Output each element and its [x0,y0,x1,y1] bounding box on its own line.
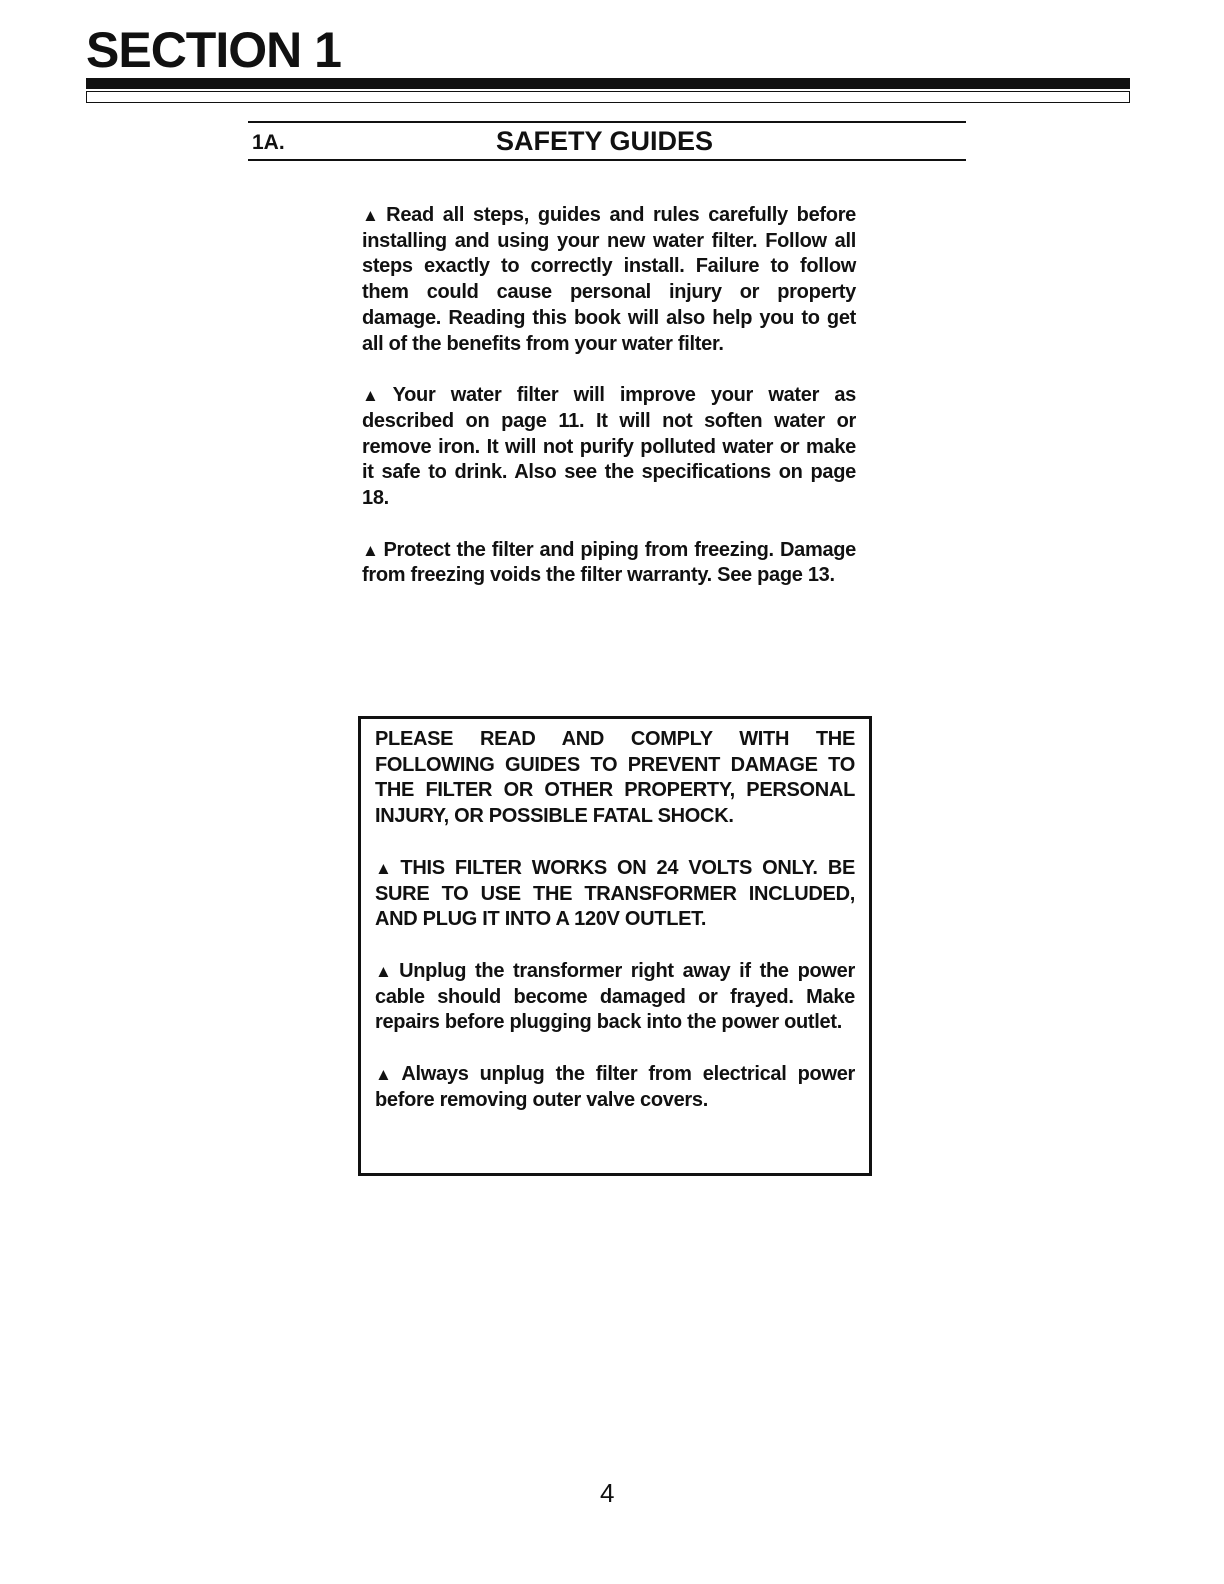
header-rule-thick [86,78,1130,89]
subsection-number: 1A. [252,131,285,154]
warning-item [375,1062,855,1113]
warning-item [375,856,855,933]
warning-triangle-icon: ▲ [362,206,383,225]
warning-text: Unplug the transformer right away if the power cable should become damaged or frayed. Make repairs before plugging back into the power outlet. [375,959,855,1034]
warning-triangle-icon: ▲ [362,386,389,406]
subsection-header [248,121,966,161]
guide-text: Read all steps, guides and rules carefully before installing and using your new water filter. Follow all steps exactly to correctly install. Failure to follow them could cause personal injury or property damage. Reading this book will also help you to get all of the benefits from your water filter. [362,204,856,355]
guide-item [362,383,856,512]
warning-text: Always unplug the filter from electrical power before removing outer valve covers. [375,1063,856,1111]
warning-item [375,959,855,1036]
warning-triangle-icon: ▲ [375,858,397,878]
warning-triangle-icon: ▲ [362,540,380,560]
warning-intro: PLEASE READ AND COMPLY WITH THE FOLLOWING GUIDES TO PREVENT DAMAGE TO THE FILTER OR OTHER PROPERTY, PERSONAL INJURY, OR POSSIBLE FATAL SHOCK. [375,728,855,828]
safety-guides [362,203,856,615]
header-rule-box [86,91,1130,103]
subsection-title: SAFETY GUIDES [496,126,714,156]
page-number: 4 [600,1478,615,1508]
warning-text: THIS FILTER WORKS ON 24 VOLTS ONLY. BE SURE TO USE THE TRANSFORMER INCLUDED, AND PLUG IT INTO A 120V OUTLET. [375,856,855,931]
warning-triangle-icon: ▲ [375,961,396,981]
warning-box [358,716,872,1176]
section-title: SECTION 1 [86,22,341,78]
guide-item [362,538,856,589]
guide-text: Protect the filter and piping from freezing. Damage from freezing voids the filter warranty. See page 13. [362,538,857,587]
guide-item [362,203,856,357]
header-rule [86,78,1130,104]
warning-triangle-icon: ▲ [375,1065,398,1085]
guide-text: Your water filter will improve your water as described on page 11. It will not soften water or remove iron. It will not purify polluted water or make it safe to drink. Also see the specifications on page 18. [362,384,856,510]
